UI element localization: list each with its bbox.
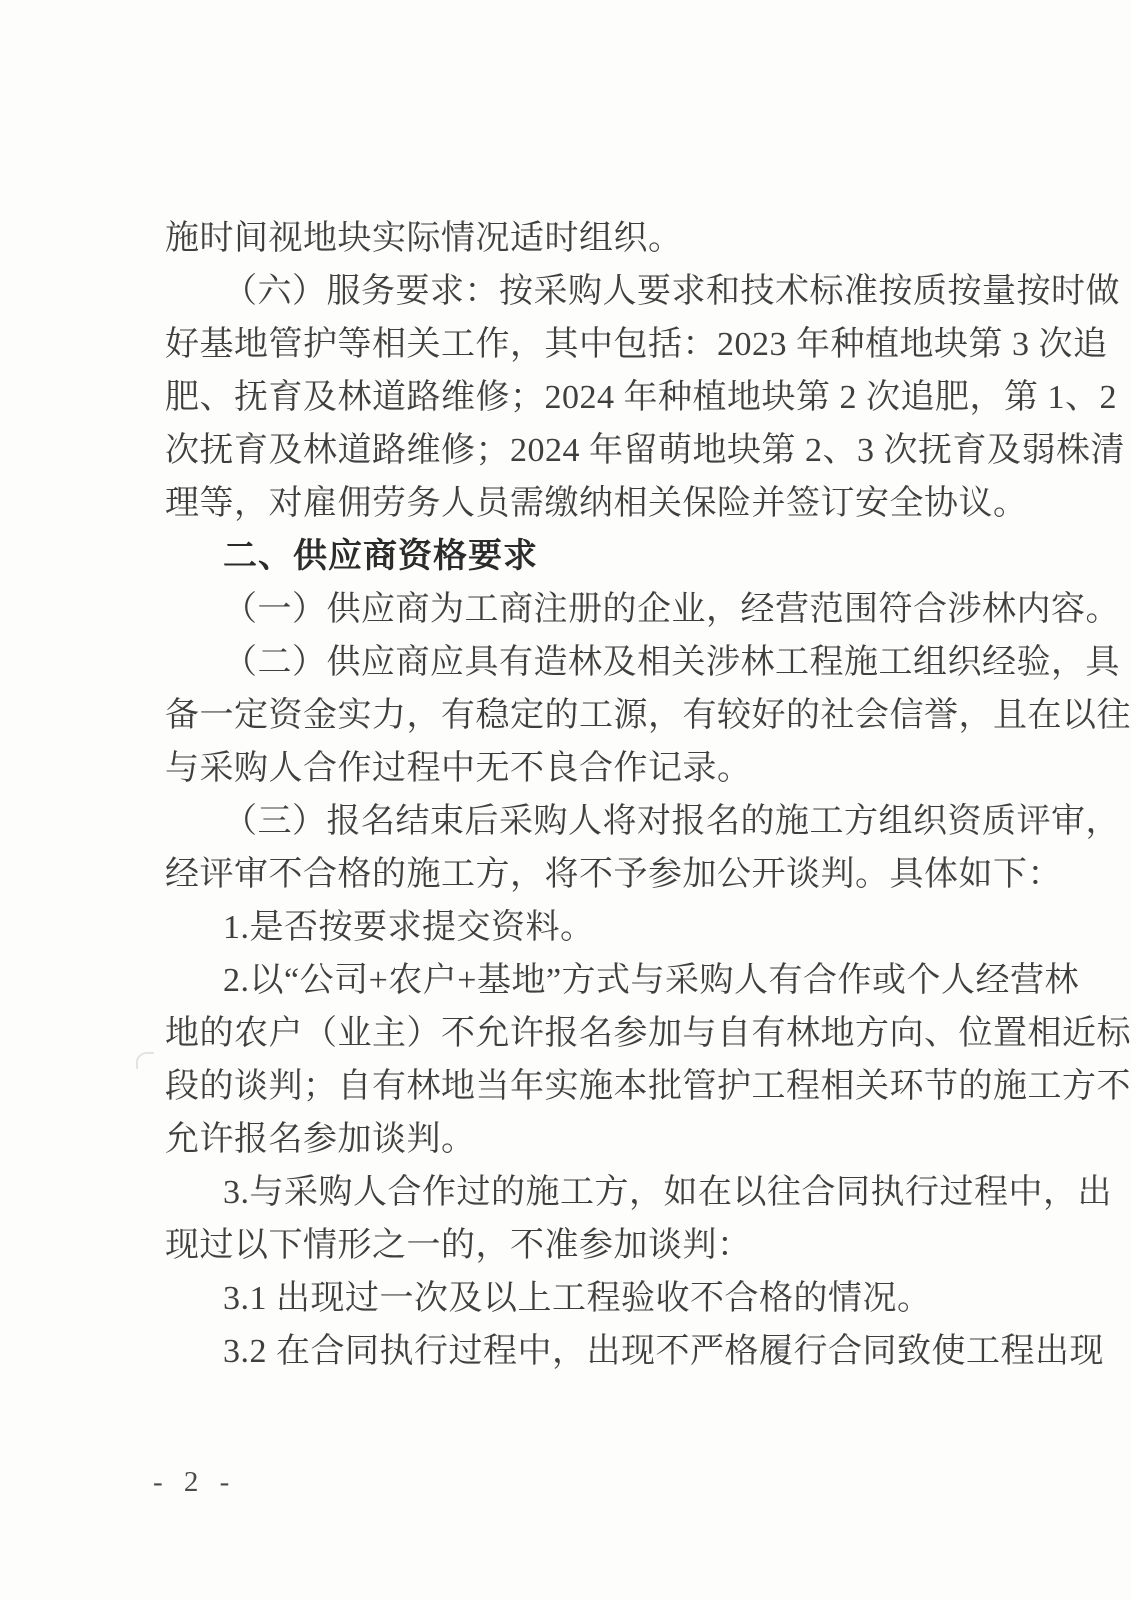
text-line: 好基地管护等相关工作，其中包括：2023 年种植地块第 3 次追 [165,326,1108,363]
document-body [165,212,1131,1378]
text-line: 2.以“公司+农户+基地”方式与采购人有合作或个人经营林 [223,962,1080,999]
text-line: 段的谈判；自有林地当年实施本批管护工程相关环节的施工方不 [165,1068,1131,1105]
text-line: 3.与采购人合作过的施工方，如在以往合同执行过程中，出 [223,1174,1112,1211]
text-line: 1.是否按要求提交资料。 [223,909,595,946]
section-heading: 二、供应商资格要求 [223,537,538,575]
text-line: 地的农户（业主）不允许报名参加与自有林地方向、位置相近标 [165,1015,1131,1052]
text-line: 3.2 在合同执行过程中，出现不严格履行合同致使工程出现 [223,1333,1104,1370]
text-line: 允许报名参加谈判。 [165,1121,476,1158]
text-line: 施时间视地块实际情况适时组织。 [165,220,683,257]
text-line: 3.1 出现过一次及以上工程验收不合格的情况。 [223,1280,932,1317]
text-line: （三）报名结束后采购人将对报名的施工方组织资质评审， [223,803,1120,840]
text-line: 肥、抚育及林道路维修；2024 年种植地块第 2 次追肥，第 1、2 [165,379,1117,416]
text-line: 备一定资金实力，有稳定的工源，有较好的社会信誉，且在以往 [165,697,1131,734]
text-line: 与采购人合作过程中无不良合作记录。 [165,750,752,787]
scan-smudge-artifact [136,1052,154,1069]
text-line: （一）供应商为工商注册的企业，经营范围符合涉林内容。 [223,591,1120,628]
text-line: （二）供应商应具有造林及相关涉林工程施工组织经验，具 [223,644,1120,681]
text-line: 经评审不合格的施工方，将不予参加公开谈判。具体如下： [165,856,1062,893]
text-line: （六）服务要求：按采购人要求和技术标准按质按量按时做 [223,273,1120,310]
text-line: 次抚育及林道路维修；2024 年留萌地块第 2、3 次抚育及弱株清 [165,432,1125,469]
text-line: 理等，对雇佣劳务人员需缴纳相关保险并签订安全协议。 [165,485,1028,522]
text-line: 现过以下情形之一的，不准参加谈判： [165,1227,752,1264]
page-number: - 2 - [153,1466,237,1498]
